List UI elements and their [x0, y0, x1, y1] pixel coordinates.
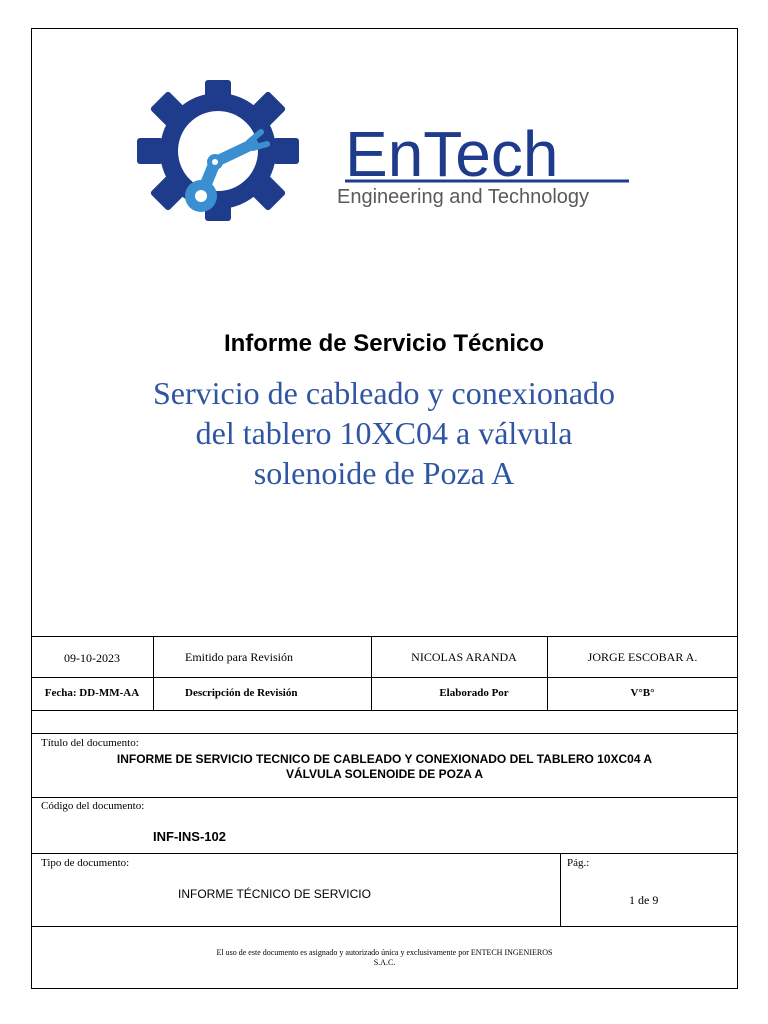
logo-brand: EnTech — [345, 118, 559, 190]
table-divider — [153, 636, 154, 710]
doc-code-value: INF-INS-102 — [153, 829, 226, 844]
revision-description: Emitido para Revisión — [185, 650, 293, 664]
table-rule — [31, 797, 738, 798]
report-heading: Informe de Servicio Técnico — [223, 330, 545, 357]
table-rule — [31, 677, 738, 678]
gear-icon — [137, 80, 299, 221]
doc-type-label: Tipo de documento: — [41, 857, 130, 869]
revision-prepared-by: NICOLAS ARANDA — [411, 650, 517, 664]
table-rule — [31, 926, 738, 927]
revision-date: 09-10-2023 — [64, 651, 120, 665]
table-rule — [31, 710, 738, 711]
entech-logo — [135, 78, 635, 223]
logo-tagline: Engineering and Technology — [337, 186, 590, 208]
table-rule — [31, 733, 738, 734]
header-date: Fecha: DD-MM-AA — [44, 687, 140, 699]
page-label: Pág.: — [567, 857, 590, 869]
doc-title-label: Título del documento: — [41, 737, 139, 749]
service-title-line: solenoide de Poza A — [253, 455, 515, 491]
doc-code-label: Código del documento: — [41, 800, 145, 812]
service-title-line: Servicio de cableado y conexionado — [152, 375, 616, 411]
table-divider — [560, 853, 561, 926]
revision-approved-by: JORGE ESCOBAR A. — [587, 650, 698, 664]
doc-title-value — [31, 752, 738, 782]
service-title — [0, 373, 768, 493]
service-title-line: del tablero 10XC04 a válvula — [195, 415, 573, 451]
header-approved-by: V°B° — [630, 687, 655, 699]
footer-line: El uso de este documento es asignado y autorizado única y exclusivamente por ENTECH INGENIEROS — [216, 948, 553, 957]
table-rule — [31, 636, 738, 637]
footer-line: S.A.C. — [373, 958, 396, 967]
header-prepared-by: Elaborado Por — [439, 687, 509, 699]
doc-type-value: INFORME TÉCNICO DE SERVICIO — [178, 887, 371, 901]
doc-title-line: VÁLVULA SOLENOIDE DE POZA A — [285, 767, 484, 781]
doc-title-line: INFORME DE SERVICIO TECNICO DE CABLEADO Y CONEXIONADO DEL TABLERO 10XC04 A — [116, 752, 653, 766]
page-number: 1 de 9 — [629, 893, 659, 907]
table-rule — [31, 853, 738, 854]
footer-notice — [31, 948, 738, 968]
header-description: Descripción de Revisión — [185, 687, 298, 699]
